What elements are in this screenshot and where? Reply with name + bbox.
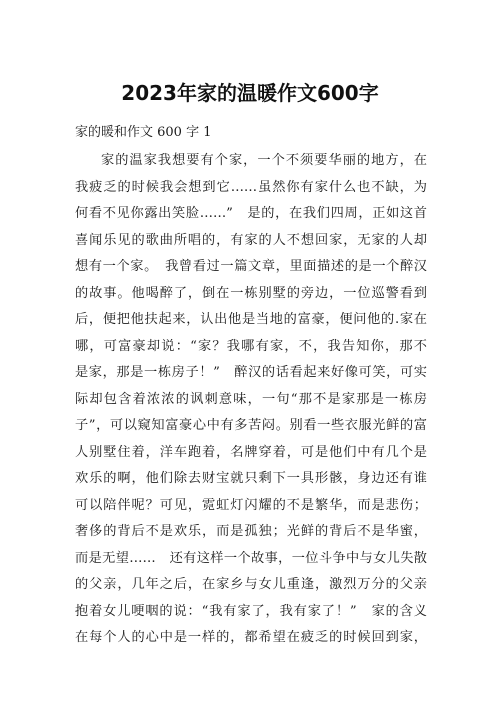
text-line: 际却包含着浓浓的讽刺意味，一句“那不是家那是一栋房: [75, 391, 427, 407]
text-line: 人别墅住着，洋车跑着，名牌穿着，可是他们中有几个是: [75, 444, 427, 460]
text-line: 是家，那是一栋房子！” 醉汉的话看起来好像可笑，可实: [75, 365, 427, 380]
essay-body: [75, 148, 427, 652]
text-line: 想有一个家。 我曾看过一篇文章，里面描述的是一个醉汉: [75, 259, 427, 274]
text-line: 而是无望…… 还有这样一个故事，一位斗争中与女儿失散: [75, 550, 427, 566]
text-line: 可以陪伴呢？可见，霓虹灯闪耀的不是繁华，而是悲伤；: [75, 497, 427, 513]
text-line: 在每个人的心中是一样的，都希望在疲乏的时候回到家，: [75, 630, 427, 645]
text-line: 抱着女儿哽咽的说：“我有家了，我有家了！” 家的含义: [75, 603, 427, 619]
text-line: 后，便把他扶起来，认出他是当地的富豪，便问他的.家在: [75, 312, 427, 327]
text-line: 哪，可富豪却说：“家？我哪有家，不，我告知你，那不: [75, 338, 427, 354]
text-line: 欢乐的啊，他们除去财宝就只剩下一具形骸，身边还有谁: [75, 471, 427, 486]
section-heading: 家的暖和作文 600 字 1: [75, 125, 212, 140]
text-line: 子”，可以窥知富豪心中有多苦闷。别看一些衣服光鲜的富: [75, 418, 427, 433]
document-title: 2023年家的温暖作文600字: [121, 81, 379, 105]
text-line: 家的温家我想要有个家，一个不须要华丽的地方，在: [101, 153, 427, 168]
text-line: 何看不见你露出笑脸……” 是的，在我们四周，正如这首: [75, 206, 427, 221]
text-line: 的故事。他喝醉了，倒在一栋别墅的旁边，一位巡警看到: [75, 285, 427, 301]
text-line: 我疲乏的时候我会想到它……虽然你有家什么也不缺，为: [75, 179, 427, 195]
text-line: 的父亲，几年之后，在家乡与女儿重逢，激烈万分的父亲: [75, 577, 427, 592]
text-line: 奢侈的背后不是欢乐，而是孤独；光鲜的背后不是华蜜，: [75, 524, 427, 539]
text-line: 喜闻乐见的歌曲所唱的，有家的人不想回家，无家的人却: [75, 232, 427, 248]
